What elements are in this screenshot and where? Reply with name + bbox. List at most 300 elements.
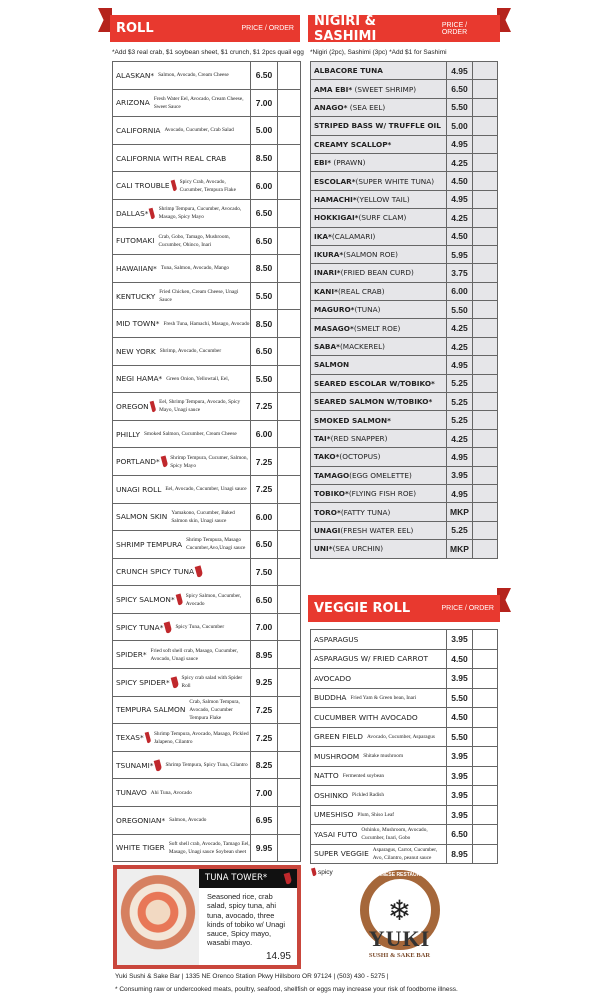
logo-ring-text: JAPANESE RESTAURANT [368,872,431,878]
item-price: 4.25 [447,209,473,227]
order-cell[interactable] [278,641,301,669]
menu-row [113,144,301,172]
item-line [113,398,250,414]
item-price: 6.00 [251,503,278,531]
item-cell [113,282,251,310]
order-cell[interactable] [278,503,301,531]
order-cell[interactable] [278,834,301,862]
veggie-table [310,629,498,864]
item-line [113,816,250,825]
item-line [311,250,446,259]
menu-row [311,747,498,767]
menu-row [311,190,498,208]
menu-row [311,825,498,845]
item-line [113,430,250,439]
item-cell [113,117,251,145]
item-name: FUTOMAKI [116,236,155,246]
menu-row [311,153,498,171]
menu-row [311,630,498,650]
item-cell [113,669,251,697]
menu-row [311,649,498,669]
order-cell[interactable] [473,448,498,466]
menu-row [113,393,301,421]
order-cell[interactable] [473,844,498,864]
item-name: CALIFORNIA [116,125,161,135]
item-name-main: SABA* [314,342,340,352]
tuna-tower-desc: Seasoned rice, crab salad, spicy tuna, ahi tuna, avocado, three kinds of tobiko w/ Unagi sauce, Spicy mayo, wasabi mayo. [207,892,286,948]
order-cell[interactable] [473,649,498,669]
item-name-main: EBI* [314,158,332,168]
item-line [113,592,250,608]
item-line [311,232,446,241]
item-desc: Avocado, Cucumber, Asparagus [367,733,435,740]
item-name [311,379,435,388]
item-cell [311,766,447,786]
item-line [311,489,446,498]
item-line [311,654,446,663]
menu-row [113,724,301,752]
menu-row [311,448,498,466]
order-cell[interactable] [278,144,301,172]
menu-row [113,117,301,145]
item-name: SUPER VEGGIE [314,849,369,859]
item-cell [311,466,447,484]
item-line [311,324,446,333]
menu-row [113,669,301,697]
item-name-sub: (OCTOPUS) [339,452,381,462]
item-name-sub: (SUPER WHITE TUNA) [355,176,435,186]
item-name [311,489,416,498]
menu-row [311,319,498,337]
item-name [311,324,400,333]
item-name-main: SMOKED SALMON* [314,415,391,425]
order-cell[interactable] [278,227,301,255]
order-cell[interactable] [473,301,498,319]
item-name [311,158,366,167]
order-cell[interactable] [473,727,498,747]
item-name [311,268,414,277]
item-desc: Spicy Crab, Avocado, Cucumber, Tempura Flake [179,178,236,193]
item-name [311,66,383,75]
item-price: 8.50 [251,144,278,172]
item-price: 5.50 [251,282,278,310]
item-name: SPICY SPIDER* [116,677,170,687]
item-name-main: ALBACORE TUNA [314,66,383,76]
order-cell[interactable] [473,805,498,825]
item-price: 6.50 [251,531,278,559]
item-price: 4.25 [447,319,473,337]
item-price: 7.25 [251,393,278,421]
order-cell[interactable] [473,411,498,429]
item-cell [113,62,251,90]
item-price: 5.50 [447,301,473,319]
item-cell [113,724,251,752]
item-cell [311,172,447,190]
item-price: 4.95 [447,135,473,153]
item-desc: Fried soft shell crab, Masago, Cucumber, Avocado, Unagi sauce [150,647,238,662]
item-line [311,213,446,222]
item-price: 3.95 [447,805,473,825]
item-line [311,846,446,862]
item-price: 9.95 [251,834,278,862]
item-price: 5.50 [251,365,278,393]
item-desc: Crab, Salmon Tempura, Avocado, Cucumber Tempura Flake [189,698,240,721]
item-cell [311,117,447,135]
item-price: MKP [447,503,473,521]
item-desc: Oshinko, Mushroom, Avocado, Cucumber, Inari, Gobo [361,827,428,842]
order-cell[interactable] [473,540,498,558]
order-cell[interactable] [473,786,498,806]
item-line [311,379,446,388]
menu-row [311,393,498,411]
order-cell[interactable] [473,209,498,227]
order-cell[interactable] [473,747,498,767]
item-name [311,416,391,425]
item-name-sub: (CALAMARI) [331,231,376,241]
footer-warning: * Consuming raw or undercooked meats, poultry, seafood, shellfish or eggs may increase your risk of foodborne illness. [115,986,458,993]
item-price: 4.95 [447,62,473,80]
item-name-main: HOKKIGAI* [314,213,359,223]
order-cell[interactable] [278,337,301,365]
item-line [113,760,250,771]
order-cell[interactable] [278,199,301,227]
item-cell [311,153,447,171]
menu-row [113,751,301,779]
item-cell [311,393,447,411]
item-cell [311,301,447,319]
order-cell[interactable] [278,172,301,200]
menu-row [311,786,498,806]
item-name-main: SALMON [314,360,350,370]
item-line [311,360,446,369]
item-name-sub: (EGG OMELETTE) [349,470,412,480]
menu-row [311,688,498,708]
item-cell [113,144,251,172]
item-cell [311,374,447,392]
order-cell[interactable] [473,337,498,355]
item-cell [113,172,251,200]
item-price: 6.50 [447,825,473,845]
order-cell[interactable] [473,466,498,484]
item-desc: Spicy Salmon, Cucumber, Avocado [185,592,242,607]
item-cell [113,393,251,421]
item-cell [311,209,447,227]
item-price: 3.95 [447,466,473,484]
order-cell[interactable] [278,751,301,779]
item-line [113,730,250,746]
item-name: NEW YORK [116,346,156,356]
item-cell [113,531,251,559]
order-cell[interactable] [473,319,498,337]
order-cell[interactable] [278,310,301,338]
order-cell[interactable] [278,448,301,476]
item-cell [113,448,251,476]
chili-icon [284,872,293,884]
item-price: 7.50 [251,558,278,586]
menu-row [113,807,301,835]
order-cell[interactable] [278,89,301,117]
order-cell[interactable] [473,80,498,98]
item-line [113,840,250,856]
item-name-sub: (MACKEREL) [339,342,386,352]
order-cell[interactable] [473,708,498,728]
order-cell[interactable] [473,393,498,411]
item-cell [113,751,251,779]
item-desc: Eel, Shrimp Tempura, Avocado, Spicy Mayo, Unagi sauce [159,399,241,414]
item-desc: Fresh Tuna, Hamachi, Masago, Avocado [163,320,250,327]
item-line [311,140,446,149]
item-price: 7.00 [251,613,278,641]
order-cell[interactable] [278,586,301,614]
order-cell[interactable] [278,255,301,283]
menu-row [311,172,498,190]
item-name: SALMON SKIN [116,512,168,522]
order-cell[interactable] [473,356,498,374]
logo-sub: SUSHI & SAKE BAR [368,952,431,959]
item-name-sub: (SWEET SHRIMP) [352,84,417,94]
menu-row [113,586,301,614]
item-name [311,526,413,535]
order-cell[interactable] [473,374,498,392]
order-cell[interactable] [278,807,301,835]
order-cell[interactable] [278,779,301,807]
roll-note: *Add $3 real crab, $1 soybean sheet, $1 crunch, $1 2pcs quail egg [112,49,304,56]
item-line [113,347,250,356]
order-cell[interactable] [473,282,498,300]
item-name-main: STRIPED BASS W/ TRUFFLE OIL [314,121,441,131]
item-cell [311,825,447,845]
item-name [311,305,380,314]
item-name [311,287,385,296]
logo-name: YUKI [368,926,431,951]
order-cell[interactable] [473,825,498,845]
item-name: SPICY SALMON* [116,595,175,605]
item-name-main: TOBIKO* [314,489,349,499]
item-desc: Eel, Avocado, Cucumber, Unagi sauce [165,486,247,493]
item-line [311,526,446,535]
item-cell [311,411,447,429]
item-name-main: INARI* [314,268,341,278]
item-price: 6.95 [251,807,278,835]
menu-row [113,696,301,724]
item-name-sub: (SMELT ROE) [353,323,401,333]
item-price: 8.95 [251,641,278,669]
item-price: 6.00 [447,282,473,300]
item-price: 5.25 [447,393,473,411]
item-price: 3.95 [447,630,473,650]
order-cell[interactable] [278,613,301,641]
order-cell[interactable] [278,475,301,503]
menu-row [113,448,301,476]
item-price: 4.50 [447,649,473,669]
item-desc: Shrimp Tempura, Masago Cucumber,Avo,Unagi sauce [186,537,246,552]
item-name: TEXAS* [116,733,144,743]
item-price: 5.25 [447,521,473,539]
order-cell[interactable] [473,503,498,521]
item-name: OREGONIAN* [116,815,166,825]
item-cell [113,558,251,586]
item-name: TSUNAMI* [116,760,154,770]
menu-row [113,779,301,807]
yuki-logo [352,870,447,965]
item-desc: Salmon, Avocado [169,817,207,824]
item-name-main: CREAMY SCALLOP* [314,139,392,149]
item-name: CALI TROUBLE [116,181,170,191]
order-cell[interactable] [473,245,498,263]
item-name-sub: (YELLOW TAIL) [356,194,410,204]
item-cell [311,337,447,355]
order-cell[interactable] [473,135,498,153]
item-name-sub: (SALMON ROE) [343,250,399,260]
item-desc: Fermented soybean [342,772,385,779]
order-cell[interactable] [473,153,498,171]
order-cell[interactable] [278,62,301,90]
order-cell[interactable] [278,393,301,421]
order-cell[interactable] [278,282,301,310]
item-name [311,232,375,241]
nigiri-table [310,61,498,559]
order-cell[interactable] [278,724,301,752]
item-line [311,103,446,112]
item-cell [311,282,447,300]
item-cell [311,264,447,282]
item-desc: Smoked Salmon, Cucumber, Cream Cheese [143,431,237,438]
order-cell[interactable] [278,531,301,559]
item-line [311,452,446,461]
item-line [113,126,250,135]
item-name: HAWAIIAN* [116,263,157,273]
item-cell [113,807,251,835]
item-name: BUDDHA [314,693,347,703]
item-cell [113,779,251,807]
item-cell [311,484,447,502]
order-cell[interactable] [278,420,301,448]
spicy-legend [310,868,333,876]
order-cell[interactable] [473,688,498,708]
menu-row [311,805,498,825]
menu-row [311,337,498,355]
item-cell [311,669,447,689]
price-order-label: PRICE / ORDER [441,605,494,612]
order-cell[interactable] [473,521,498,539]
order-cell[interactable] [473,669,498,689]
item-name: CALIFORNIA WITH REAL CRAB [116,153,227,163]
item-price: 4.50 [447,172,473,190]
menu-row [311,135,498,153]
order-cell[interactable] [278,365,301,393]
order-cell[interactable] [278,117,301,145]
order-cell[interactable] [473,227,498,245]
order-cell[interactable] [278,669,301,697]
item-cell [113,227,251,255]
order-cell[interactable] [473,429,498,447]
order-cell[interactable] [473,117,498,135]
footer-address: Yuki Sushi & Sake Bar | 1335 NE Orenco Station Pkwy Hillsboro OR 97124 | (503) 430 - 5275 | [115,973,389,980]
menu-row [311,117,498,135]
order-cell[interactable] [473,766,498,786]
item-cell [311,356,447,374]
item-cell [311,190,447,208]
item-price: 8.25 [251,751,278,779]
item-price: 5.95 [447,245,473,263]
menu-row [311,62,498,80]
item-name: ASPARAGUS [314,634,359,644]
item-price: 6.50 [447,80,473,98]
menu-row [113,282,301,310]
item-name: NATTO [314,771,339,781]
item-cell [113,613,251,641]
item-price: 3.75 [447,264,473,282]
item-line [113,454,250,470]
roll-table [112,61,301,862]
item-name-main: SEARED SALMON W/TOBIKO* [314,397,433,407]
item-name: DALLAS* [116,208,149,218]
order-cell[interactable] [473,190,498,208]
item-cell [113,475,251,503]
item-line [311,693,446,702]
order-cell[interactable] [473,62,498,80]
menu-row [311,708,498,728]
item-price: 7.00 [251,779,278,807]
item-line [311,544,446,553]
menu-row [113,172,301,200]
item-line [311,66,446,75]
tuna-tower-photo [117,869,199,965]
item-price: 4.95 [447,356,473,374]
chili-icon [311,868,317,877]
order-cell[interactable] [473,630,498,650]
item-name-main: TAMAGO [314,470,350,480]
item-cell [113,310,251,338]
item-name-sub: (FRESH WATER EEL) [340,525,414,535]
order-cell[interactable] [473,172,498,190]
item-name: MID TOWN* [116,319,160,329]
order-cell[interactable] [473,98,498,116]
item-price: 6.50 [251,227,278,255]
tuna-tower-title-bar [199,869,297,888]
item-cell [311,319,447,337]
item-desc: Shrimp Tempura, Cucumber, Avocado, Masago, Spicy Mayo [158,206,242,221]
item-name-sub: (FLYING FISH ROE) [348,489,417,499]
order-cell[interactable] [278,696,301,724]
menu-row [311,669,498,689]
item-name [311,121,441,130]
item-price: 4.95 [447,448,473,466]
item-desc: Crab, Gobo, Tamago, Mushroom, Cucumber, Ohinco, Inari [158,233,230,248]
item-desc: Spicy crab salad with Spider Roll [181,675,243,690]
item-price: 6.50 [251,199,278,227]
roll-header [110,15,300,42]
item-name-main: KANI* [314,286,338,296]
order-cell[interactable] [278,558,301,586]
item-name: UNAGI ROLL [116,484,162,494]
item-desc: Ahi Tuna, Avocado [150,789,192,796]
menu-row [113,420,301,448]
item-price: 7.25 [251,448,278,476]
order-cell[interactable] [473,484,498,502]
item-cell [311,503,447,521]
menu-row [311,374,498,392]
item-line [113,485,250,494]
item-line [311,771,446,780]
item-cell [311,727,447,747]
item-line [113,788,250,797]
order-cell[interactable] [473,264,498,282]
item-name: ASPARAGUS W/ FRIED CARROT [314,654,428,664]
item-price: 3.95 [447,786,473,806]
item-price: 9.25 [251,669,278,697]
item-price: 3.95 [447,747,473,767]
